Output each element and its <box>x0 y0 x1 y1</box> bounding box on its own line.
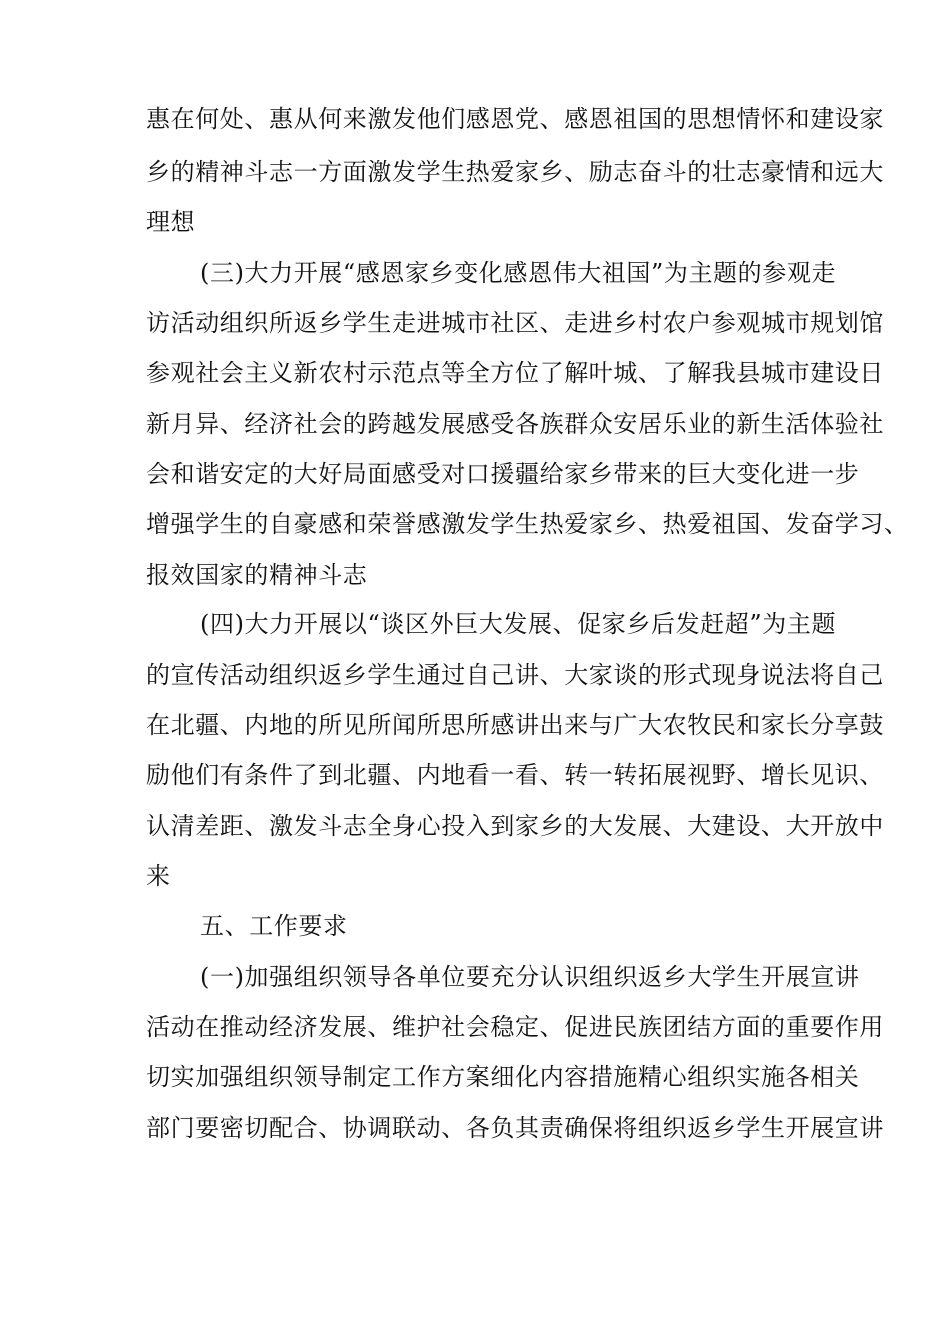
text-line: 参观社会主义新农村示范点等全方位了解叶城、了解我县城市建设日 <box>146 359 884 387</box>
section-heading: 五、工作要求 <box>200 912 348 940</box>
text-line: 在北疆、内地的所见所闻所思所感讲出来与广大农牧民和家长分享鼓 <box>146 711 884 739</box>
text-line: 切实加强组织领导制定工作方案细化内容措施精心组织实施各相关 <box>146 1063 860 1091</box>
text-line: 增强学生的自豪感和荣誉感激发学生热爱家乡、热爱祖国、发奋学习、 <box>146 510 909 538</box>
paragraph-heading-3: (三)大力开展“感恩家乡变化感恩伟大祖国”为主题的参观走 <box>200 259 837 287</box>
text-line: 新月异、经济社会的跨越发展感受各族群众安居乐业的新生活体验社 <box>146 410 884 438</box>
text-line: 报效国家的精神斗志 <box>146 561 368 589</box>
paragraph-heading-1: (一)加强组织领导各单位要充分认识组织返乡大学生开展宣讲 <box>200 963 860 991</box>
text-line: 来 <box>146 862 171 890</box>
text-line: 会和谐安定的大好局面感受对口援疆给家乡带来的巨大变化进一步 <box>146 460 860 488</box>
text-line: 部门要密切配合、协调联动、各负其责确保将组织返乡学生开展宣讲 <box>146 1114 884 1142</box>
text-line: 惠在何处、惠从何来激发他们感恩党、感恩祖国的思想情怀和建设家 <box>146 105 884 133</box>
text-line: 乡的精神斗志一方面激发学生热爱家乡、励志奋斗的壮志豪情和远大 <box>146 158 884 186</box>
text-line: 励他们有条件了到北疆、内地看一看、转一转拓展视野、增长见识、 <box>146 761 884 789</box>
text-line: 访活动组织所返乡学生走进城市社区、走进乡村农户参观城市规划馆 <box>146 309 884 337</box>
text-line: 理想 <box>146 208 196 236</box>
text-line: 活动在推动经济发展、维护社会稳定、促进民族团结方面的重要作用 <box>146 1013 884 1041</box>
paragraph-heading-4: (四)大力开展以“谈区外巨大发展、促家乡后发赶超”为主题 <box>200 610 837 638</box>
text-line: 认清差距、激发斗志全身心投入到家乡的大发展、大建设、大开放中 <box>146 812 884 840</box>
text-line: 的宣传活动组织返乡学生通过自己讲、大家谈的形式现身说法将自己 <box>146 661 884 689</box>
